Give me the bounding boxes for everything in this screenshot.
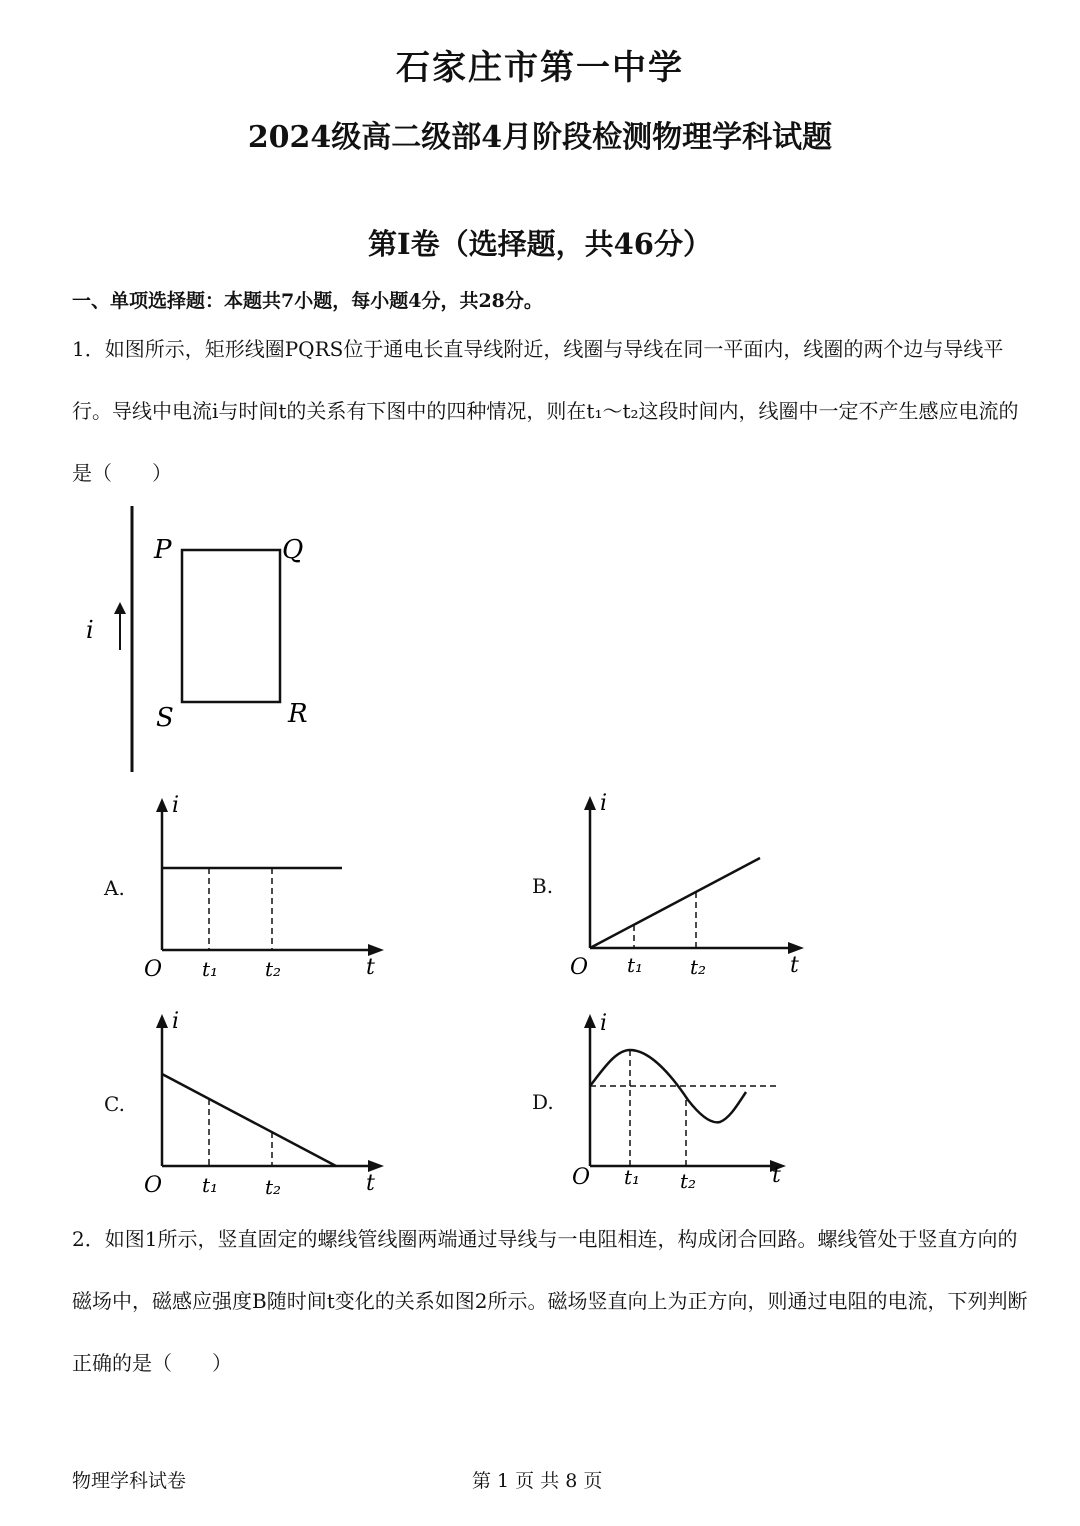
t1-label: t₁	[202, 1173, 219, 1197]
y-axis-arrow	[584, 796, 596, 810]
school-name: 石家庄市第一中学	[396, 48, 684, 88]
corner-label-p: P	[154, 535, 172, 565]
y-axis-arrow	[156, 798, 168, 812]
origin-label: O	[144, 1173, 163, 1198]
option-d-label: D.	[532, 1090, 554, 1114]
y-axis-label: i	[172, 1009, 180, 1034]
footer-page-number: 第 1 页 共 8 页	[472, 1470, 603, 1492]
question-1-text: 1．如图所示，矩形线圈PQRS位于通电长直导线附近，线圈与导线在同一平面内，线圈的两个边与导线平行。导线中电流i与时间t的关系有下图中的四种情况，则在t₁～t₂这段时间内，线圈中一定不产生感应电流的是（ ）	[72, 337, 1019, 485]
corner-label-r: R	[288, 699, 308, 729]
origin-label: O	[572, 1165, 591, 1190]
x-axis-label: t	[772, 1163, 781, 1188]
current-arrow-head	[114, 602, 126, 614]
corner-label-q: Q	[282, 535, 304, 565]
option-c-graph	[134, 1004, 404, 1204]
t2-label: t₂	[690, 955, 707, 979]
coil-rectangle	[182, 550, 280, 702]
option-c-label: C.	[104, 1092, 125, 1116]
option-b-label: B.	[532, 874, 554, 898]
exam-title: 2024级高二级部4月阶段检测物理学科试题	[247, 120, 833, 155]
origin-label: O	[570, 955, 589, 980]
option-a-label: A.	[104, 876, 125, 900]
x-axis-label: t	[366, 1171, 375, 1196]
current-curve	[162, 1074, 336, 1166]
y-axis-label: i	[172, 793, 180, 818]
option-b-graph	[562, 786, 822, 986]
volume-title: 第Ⅰ卷（选择题，共46分）	[368, 227, 712, 261]
wire-coil-figure	[70, 500, 350, 790]
y-axis-label: i	[600, 1011, 608, 1036]
option-a-graph	[134, 788, 404, 988]
x-axis-label: t	[366, 955, 375, 980]
y-axis-arrow	[584, 1014, 596, 1028]
question-2-text: 2．如图1所示，竖直固定的螺线管线圈两端通过导线与一电阻相连，构成闭合回路。螺线管处于竖直方向的磁场中，磁感应强度B随时间t变化的关系如图2所示。磁场竖直向上为正方向，则通过电阻的电流，下列判断正确的是（ ）	[72, 1227, 1028, 1375]
t2-label: t₂	[680, 1169, 697, 1193]
section-heading: 一、单项选择题：本题共7小题，每小题4分，共28分。	[72, 290, 543, 312]
footer-subject: 物理学科试卷	[72, 1470, 187, 1492]
t1-label: t₁	[202, 957, 219, 981]
y-axis-arrow	[156, 1014, 168, 1028]
current-label: i	[86, 616, 94, 644]
origin-label: O	[144, 957, 163, 982]
x-axis-label: t	[790, 953, 799, 978]
t1-label: t₁	[624, 1165, 641, 1189]
t2-label: t₂	[265, 1175, 282, 1199]
corner-label-s: S	[156, 703, 174, 733]
t2-label: t₂	[265, 957, 282, 981]
y-axis-label: i	[600, 791, 608, 816]
option-d-graph	[562, 1004, 822, 1204]
current-curve	[590, 858, 760, 948]
t1-label: t₁	[627, 953, 644, 977]
